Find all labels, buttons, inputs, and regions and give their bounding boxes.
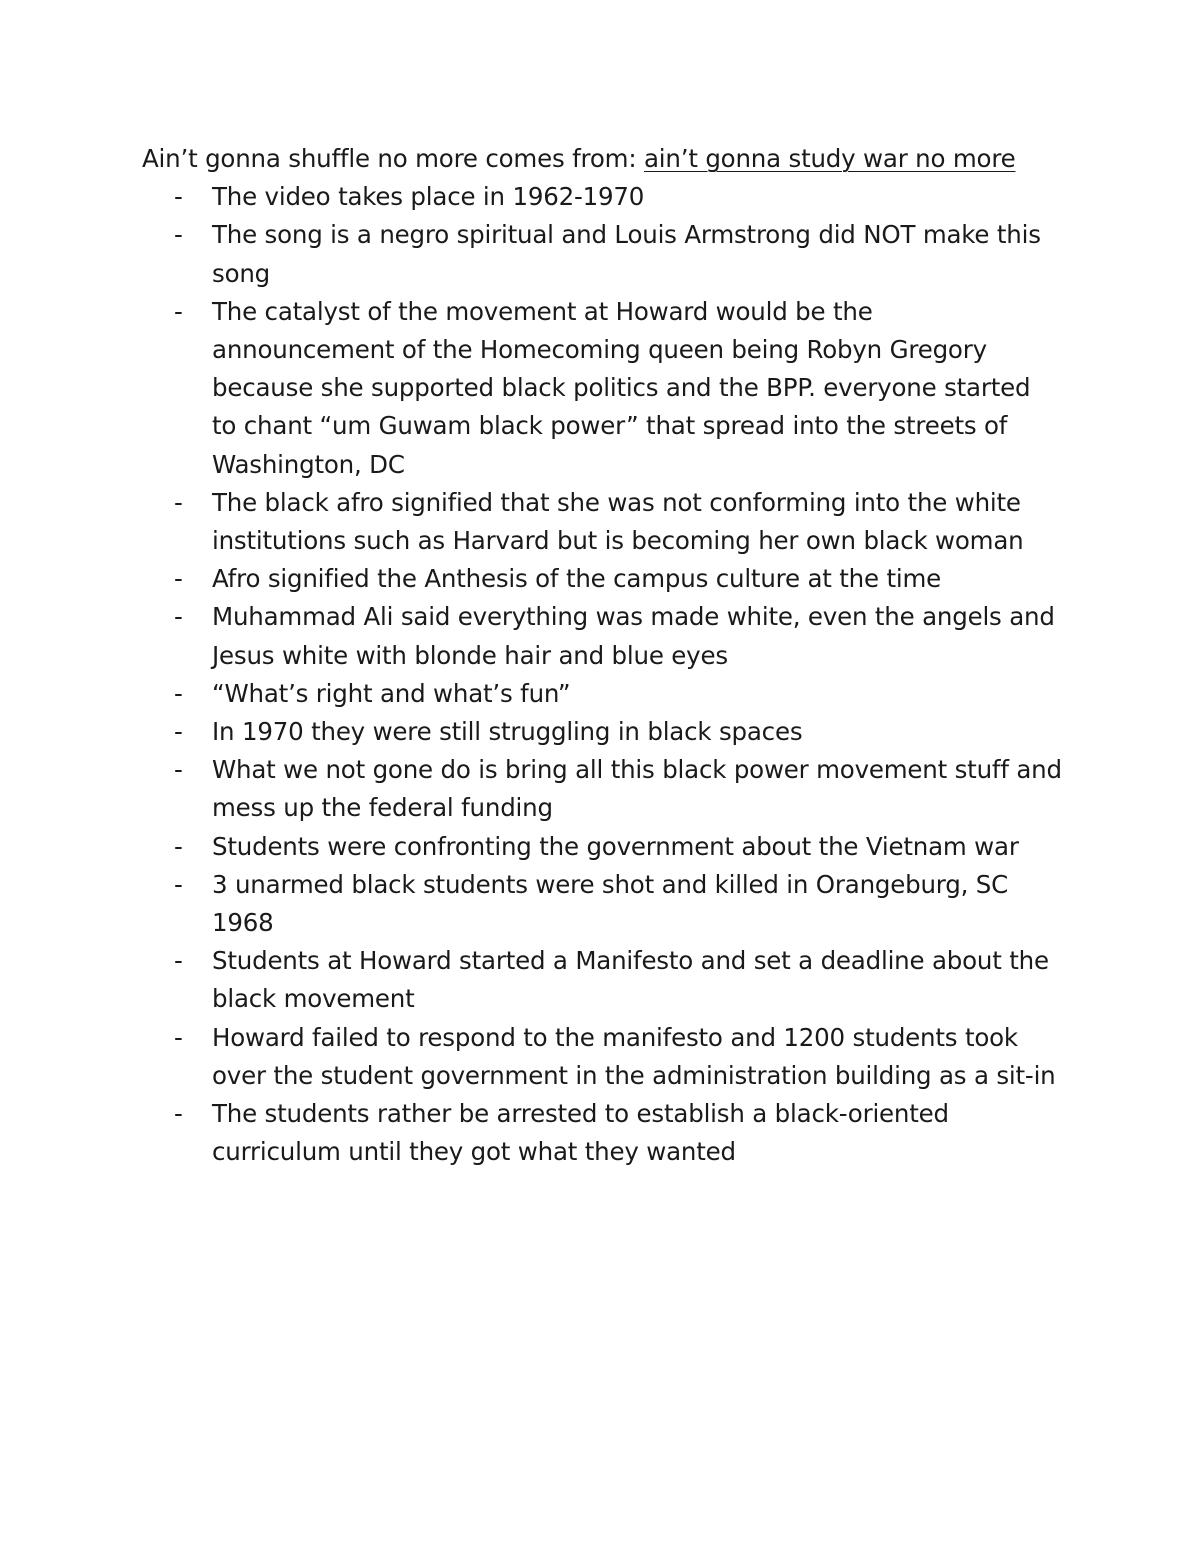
dash-bullet: - <box>174 602 183 632</box>
dash-bullet: - <box>174 1022 183 1052</box>
list-item <box>142 1095 1062 1171</box>
list-item <box>142 484 1062 560</box>
dash-bullet: - <box>174 869 183 899</box>
list-item-text: The video takes place in 1962-1970 <box>212 182 645 212</box>
list-item <box>142 751 1062 827</box>
notes-heading <box>142 140 1062 178</box>
dash-bullet: - <box>174 755 183 785</box>
list-item-text: The catalyst of the movement at Howard would be the announcement of the Homecoming queen being Robyn Gregory because she supported black politics and the BPP. everyone started to chant “um Guwam black power” that spread into the streets of Washington, DC <box>212 296 1031 479</box>
notes-list <box>142 178 1062 1171</box>
list-item-text: Howard failed to respond to the manifesto and 1200 students took over the student government in the administration building as a sit-in <box>212 1022 1056 1090</box>
list-item <box>142 598 1062 674</box>
list-item <box>142 560 1062 598</box>
list-item <box>142 713 1062 751</box>
dash-bullet: - <box>174 678 183 708</box>
dash-bullet: - <box>174 487 183 517</box>
list-item-text: What we not gone do is bring all this black power movement stuff and mess up the federal funding <box>212 755 1062 823</box>
dash-bullet: - <box>174 717 183 747</box>
heading-prefix: Ain’t gonna shuffle no more comes from: <box>142 144 644 173</box>
list-item-text: Students at Howard started a Manifesto and set a deadline about the black movement <box>212 946 1049 1014</box>
notes-body <box>142 140 1062 1171</box>
list-item-text: “What’s right and what’s fun” <box>212 678 571 708</box>
list-item-text: Students were confronting the government about the Vietnam war <box>212 831 1019 861</box>
list-item <box>142 178 1062 216</box>
dash-bullet: - <box>174 296 183 326</box>
dash-bullet: - <box>174 831 183 861</box>
dash-bullet: - <box>174 220 183 250</box>
heading-link[interactable]: ain’t gonna study war no more <box>643 144 1016 173</box>
list-item-text: Afro signified the Anthesis of the campus culture at the time <box>212 564 942 594</box>
dash-bullet: - <box>174 1099 183 1129</box>
list-item-text: The song is a negro spiritual and Louis Armstrong did NOT make this song <box>212 220 1041 288</box>
list-item <box>142 866 1062 942</box>
list-item-text: The students rather be arrested to establish a black-oriented curriculum until they got what they wanted <box>212 1099 949 1167</box>
list-item-text: In 1970 they were still struggling in black spaces <box>212 717 803 747</box>
dash-bullet: - <box>174 182 183 212</box>
list-item <box>142 942 1062 1018</box>
list-item <box>142 1019 1062 1095</box>
list-item-text: 3 unarmed black students were shot and killed in Orangeburg, SC 1968 <box>212 869 1009 938</box>
list-item <box>142 828 1062 866</box>
list-item-text: The black afro signified that she was not conforming into the white institutions such as Harvard but is becoming her own black woman <box>212 487 1024 556</box>
list-item-text: Muhammad Ali said everything was made white, even the angels and Jesus white with blonde hair and blue eyes <box>212 602 1055 670</box>
list-item <box>142 293 1062 484</box>
dash-bullet: - <box>174 564 183 594</box>
list-item <box>142 216 1062 292</box>
list-item <box>142 675 1062 713</box>
dash-bullet: - <box>174 946 183 976</box>
